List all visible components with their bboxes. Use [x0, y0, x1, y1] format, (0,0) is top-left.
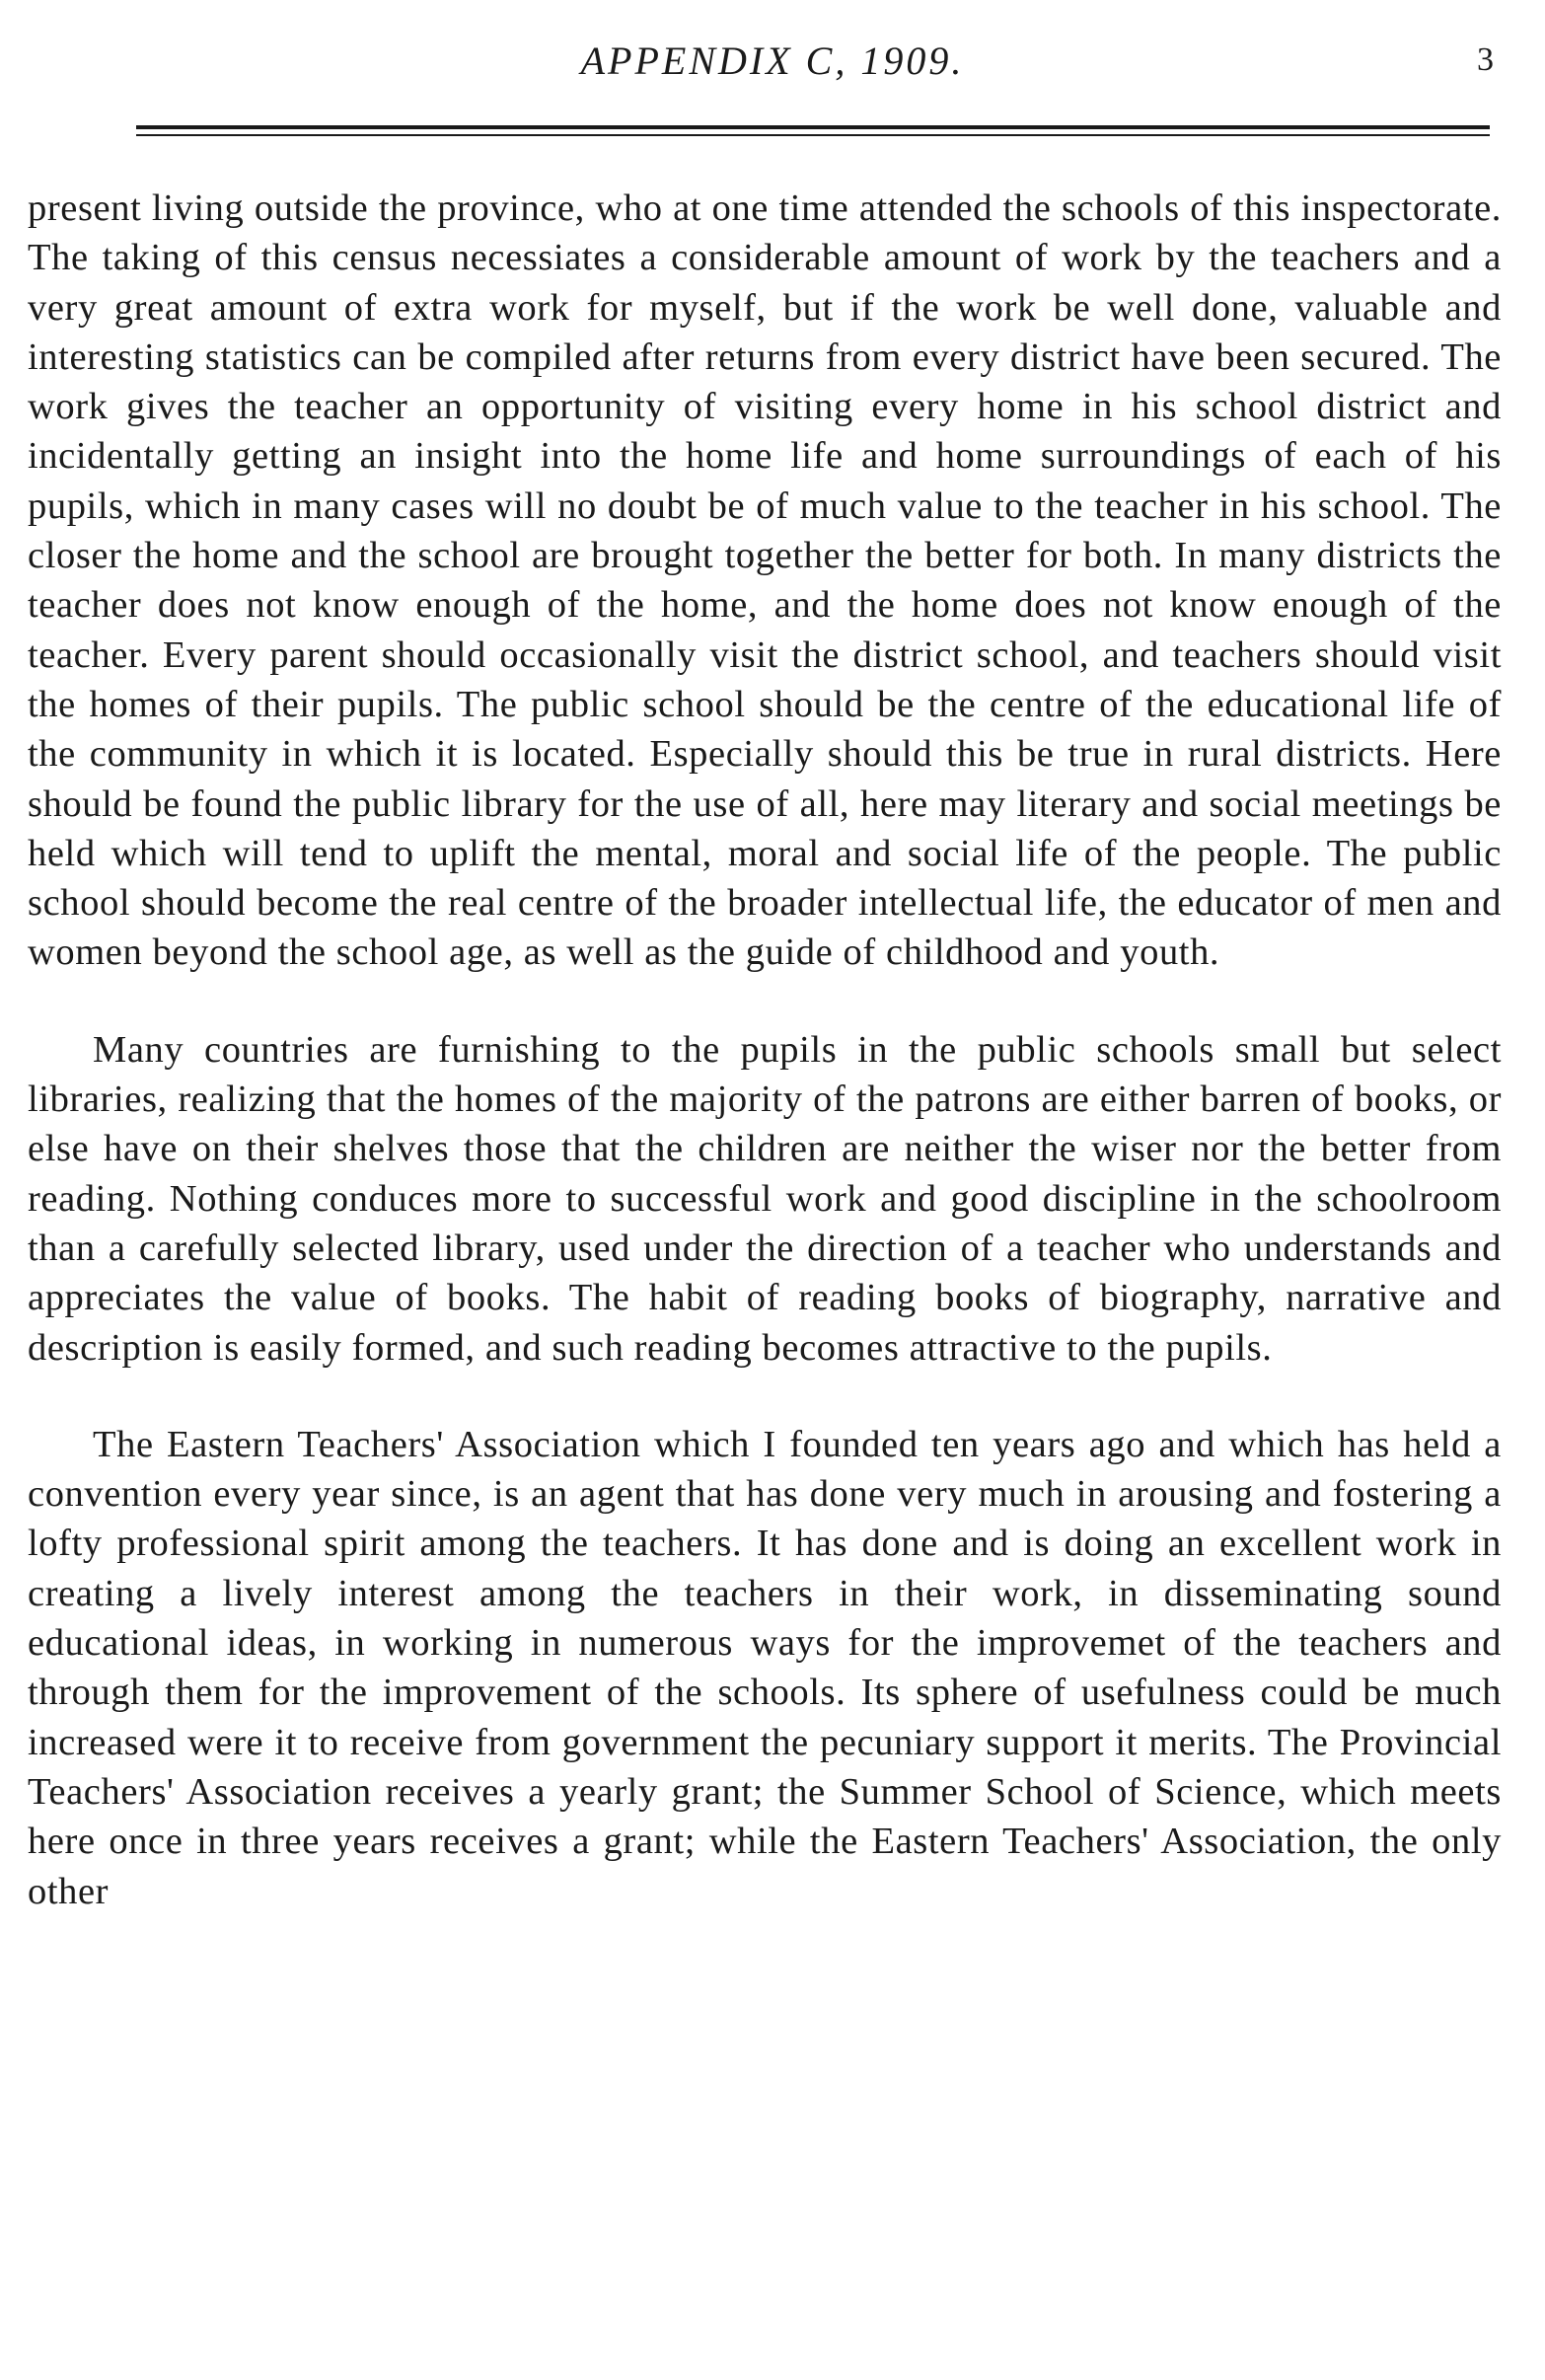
header-rule-thick [136, 125, 1490, 129]
running-title: APPENDIX C, 1909. [580, 38, 965, 83]
paragraph-census: present living outside the province, who at one time attended the schools of this inspectorate. The taking of this census necessiates a considerable amount of work by the teachers and a very great amount of extra work for myself, but if the work be well done, valuable and interesting statistics can be compiled after returns from every district have been secured. The work gives the teacher an opportunity of visiting every home in his school district and incidentally getting an insight into the home life and home surroundings of each of his pupils, which in many cases will no doubt be of much value to the teacher in his school. The closer the home and the school are brought together the better for both. In many districts the teacher does not know enough of the home, and the home does not know enough of the teacher. Every parent should occasionally visit the district school, and teachers should visit the homes of their pupils. The public school should be the centre of the educational life of the community in which it is located. Especially should this be true in rural districts. Here should be found the public library for the use of all, here may literary and social meetings be held which will tend to uplift the mental, moral and social life of the people. The public school should become the real centre of the broader intellectual life, the educator of men and women beyond the school age, as well as the guide of childhood and youth. [28, 187, 1502, 974]
header-rule-thin [136, 134, 1490, 136]
page-header [0, 37, 1545, 97]
page-number: 3 [1477, 41, 1494, 78]
paragraph-libraries: Many countries are furnishing to the pupils in the public schools small but select libraries, realizing that the homes of the majority of the patrons are either barren of books, or else have on their shelves those that the children are neither the wiser nor the better from reading. Nothing conduces more to successful work and good discipline in the schoolroom than a carefully selected library, used under the direction of a teacher who understands and appreciates the value of books. The habit of reading books of biography, narrative and description is easily formed, and such reading becomes attractive to the pupils. [28, 1028, 1502, 1369]
paragraph-teachers-association: The Eastern Teachers' Association which I founded ten years ago and which has held a convention every year since, is an agent that has done very much in arousing and fostering a lofty professional spirit among the teachers. It has done and is doing an excellent work in creating a lively interest among the teachers in their work, in disseminating sound educational ideas, in working in numerous ways for the improvemet of the teachers and through them for the improvement of the schools. Its sphere of usefulness could be much increased were it to receive from government the pecuniary support it merits. The Provincial Teachers' Association receives a yearly grant; the Summer School of Science, which meets here once in three years receives a grant; while the Eastern Teachers' Association, the only other [28, 1423, 1502, 1912]
body-text [28, 184, 1502, 1964]
